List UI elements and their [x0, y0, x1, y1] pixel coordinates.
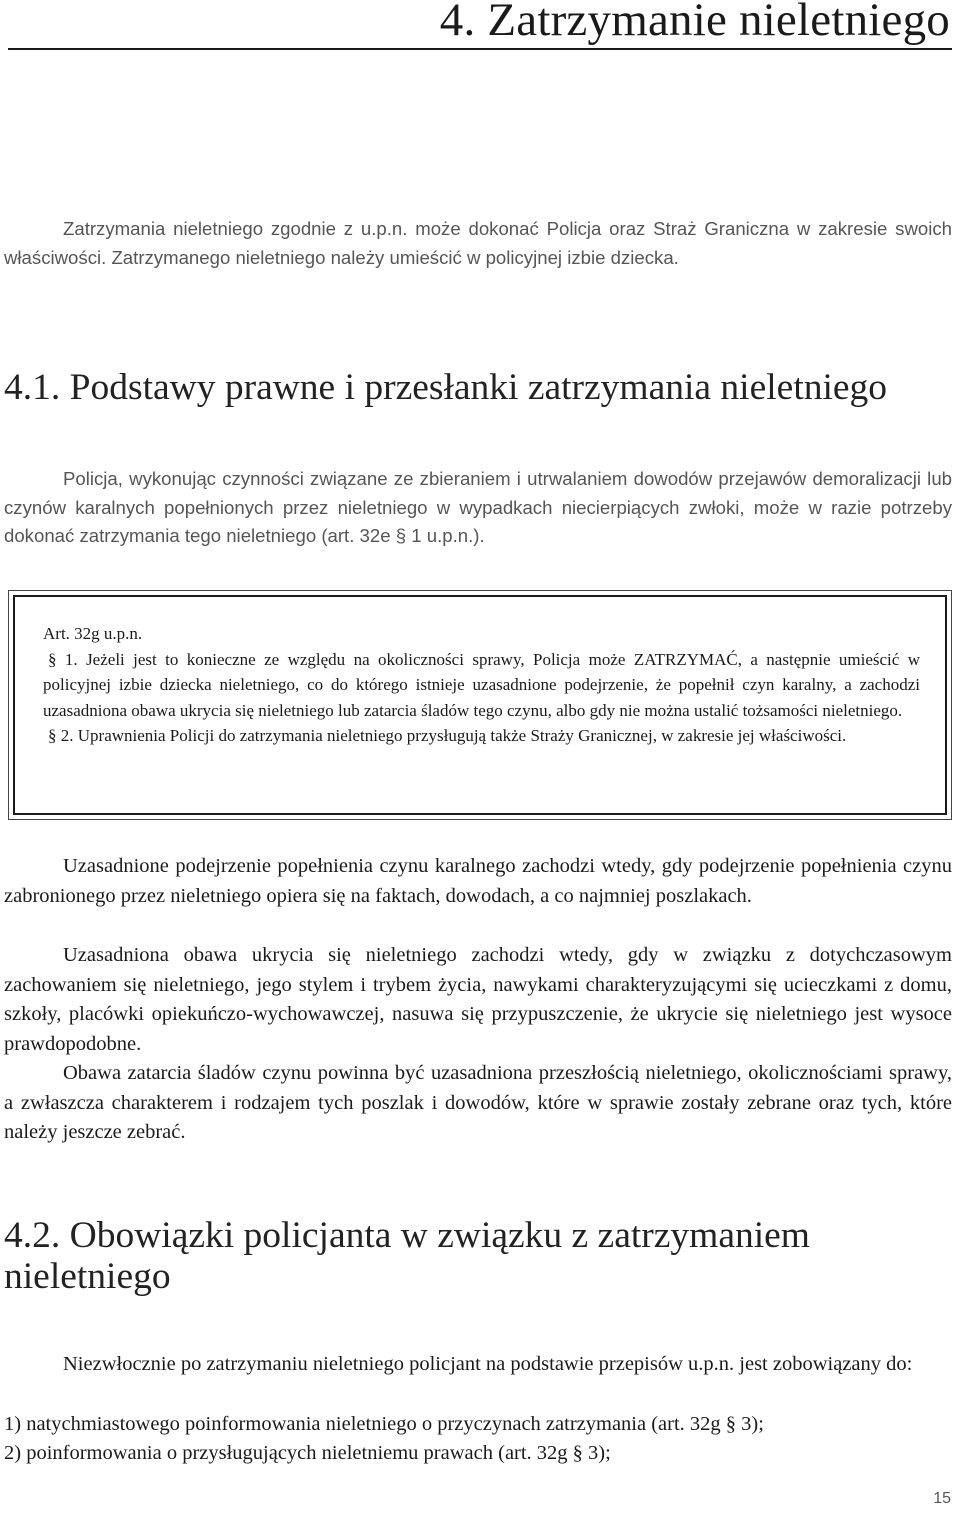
chapter-title: 4. Zatrzymanie nieletniego: [439, 0, 950, 46]
section-heading-4-2: 4.2. Obowiązki policjanta w związku z zatrzymaniem nieletniego: [4, 1215, 810, 1297]
explanation-paragraph-1: Uzasadnione podejrzenie popełnienia czynu karalnego zachodzi wtedy, gdy podejrzenie popełnienia czynu zabronionego przez nieletniego opiera się na faktach, dowodach, a co najmniej poszlakach.: [4, 855, 952, 907]
article-paragraph-2: [43, 723, 920, 749]
explanation-paragraph-2: Uzasadniona obawa ukrycia się nieletniego zachodzi wtedy, gdy w związku z dotychczasowym zachowaniem się nieletniego, jego stylem i trybem życia, nawykami charakteryzującymi się ucieczkami z domu, szkoły, placówki opiekuńczo-wychowawczej, nasuwa się przypuszczenie, że ukrycie się nieletniego jest wysoce prawdopodobne.: [4, 944, 952, 1055]
paragraph-1-number: § 1.: [48, 649, 78, 669]
section-heading-4-1: 4.1. Podstawy prawne i przesłanki zatrzymania nieletniego: [4, 367, 888, 408]
paragraph-1-text: Jeżeli jest to konieczne ze względu na okoliczności sprawy, Policja może ZATRZYMAĆ, a następnie umieścić w policyjnej izbie dziecka nieletniego, co do którego istnieje uzasadnione podejrzenie, że popełnił czyn karalny, a zachodzi uzasadniona obawa ukrycia się nieletniego lub zatarcia śladów tego czynu, albo gdy nie można ustalić tożsamości nieletniego.: [43, 649, 921, 720]
chapter-title-rule: [8, 48, 952, 50]
article-reference: Art. 32g u.p.n.: [43, 624, 143, 643]
explanation-paragraph-3: Obawa zatarcia śladów czynu powinna być uzasadniona przeszłością nieletniego, okolicznościami sprawy, a zwłaszcza charakterem i rodzajem tych poszlak i dowodów, które w sprawie zostały zebrane oraz tych, które należy jeszcze zebrać.: [4, 1062, 952, 1143]
paragraph-2-text: Uprawnienia Policji do zatrzymania nieletniego przysługują także Straży Granicznej, w zakresie jej właściwości.: [77, 726, 847, 745]
paragraph-2-number: § 2.: [48, 726, 74, 745]
section-4-2-intro: Niezwłocznie po zatrzymaniu nieletniego policjant na podstawie przepisów u.p.n. jest zobowiązany do:: [63, 1353, 913, 1375]
legal-article-box: [8, 590, 952, 820]
article-paragraph-1: [43, 647, 920, 724]
list-item: 1) natychmiastowego poinformowania nieletniego o przyczynach zatrzymania (art. 32g § 3);: [4, 1413, 764, 1435]
section-4-1-paragraph: Policja, wykonując czynności związane ze zbieraniem i utrwalaniem dowodów przejawów demoralizacji lub czynów karalnych popełnionych przez nieletniego w wypadkach niecierpiących zwłoki, może w razie potrzeby dokonać zatrzymania tego nieletniego (art. 32e § 1 u.p.n.).: [4, 468, 952, 546]
intro-paragraph: Zatrzymania nieletniego zgodnie z u.p.n. może dokonać Policja oraz Straż Graniczna w zakresie swoich właściwości. Zatrzymanego nieletniego należy umieścić w policyjnej izbie dziecka.: [4, 218, 952, 268]
legal-article-box-inner: [13, 595, 947, 815]
list-item: 2) poinformowania o przysługujących nieletniemu prawach (art. 32g § 3);: [4, 1442, 611, 1464]
page-number: 15: [933, 1490, 951, 1507]
